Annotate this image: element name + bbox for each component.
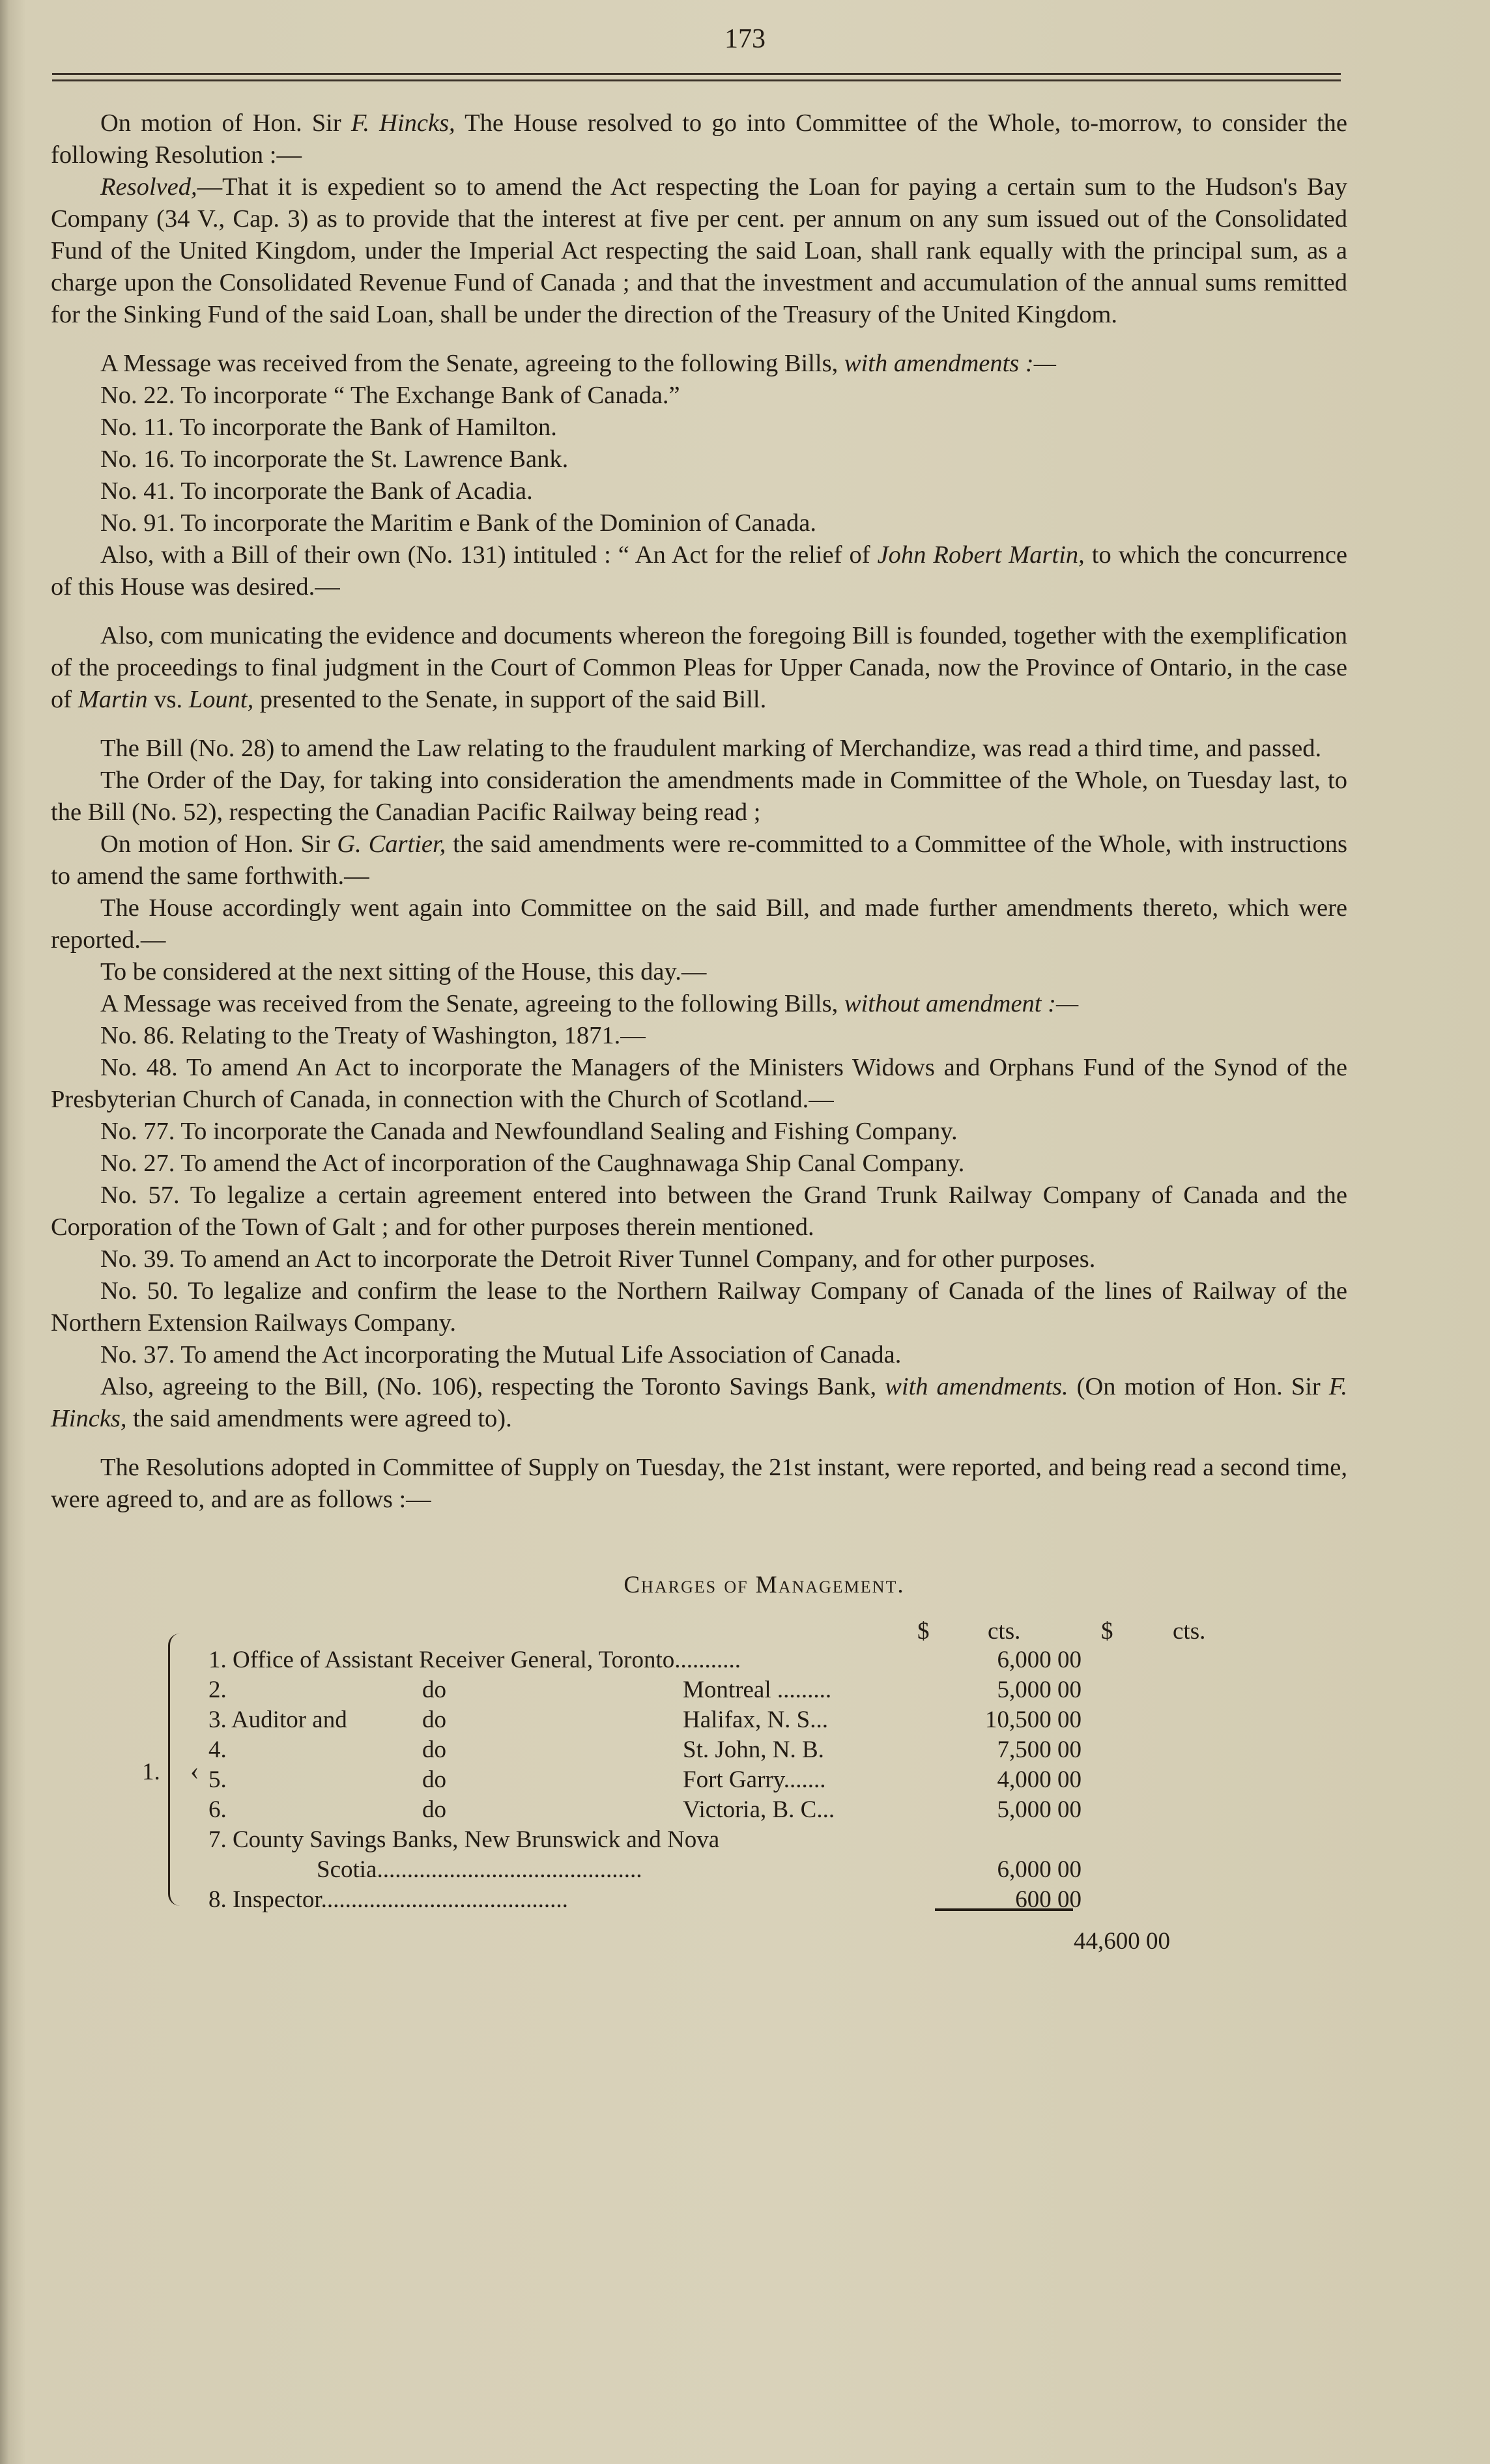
charge-row-amount: 5,000 00 — [997, 1677, 1082, 1703]
paragraph-text: A Message was received from the Senate, agreeing to the following Bills, — [100, 990, 844, 1017]
paragraph-text: (On motion of Hon. Sir — [1068, 1373, 1329, 1400]
paragraph-text: The Bill (No. 28) to amend the Law relating to the fraudulent marking of Merchandize, was read a third time, and passed. — [100, 735, 1322, 762]
paragraph-text: No. 16. To incorporate the St. Lawrence Bank. — [100, 446, 569, 473]
paragraph-p21 — [51, 1180, 1347, 1243]
paragraph-text: Resolved, — [100, 173, 197, 201]
charges-table — [51, 1601, 1347, 1955]
paragraph-p7 — [51, 475, 1347, 507]
paragraph-p22 — [51, 1243, 1347, 1275]
paragraph-list — [51, 107, 1347, 1516]
charge-row-amount: 5,000 00 — [997, 1796, 1082, 1823]
paragraph-p25 — [51, 1371, 1347, 1435]
paragraph-text: without amendment :— — [844, 990, 1079, 1017]
paragraph-text: The House accordingly went again into Committee on the said Bill, and made further amendments thereto, which were reported.— — [51, 894, 1347, 954]
charge-row-label: Scotia............................................ — [317, 1856, 642, 1883]
paragraph-p18 — [51, 1052, 1347, 1116]
dollar-header-1: $ — [917, 1618, 930, 1645]
paragraph-text: To be considered at the next sitting of the House, this day.— — [100, 958, 707, 985]
paragraph-text: On motion of Hon. Sir — [100, 830, 337, 858]
paragraph-text: No. 27. To amend the Act of incorporation of the Caughnawaga Ship Canal Company. — [100, 1150, 965, 1177]
charge-row-label: 7. County Savings Banks, New Brunswick and Nova — [208, 1826, 720, 1853]
paragraph-p1 — [51, 107, 1347, 171]
charge-row-amount: 4,000 00 — [997, 1766, 1082, 1793]
charge-row-label: 5. — [208, 1766, 227, 1793]
paragraph-text: No. 48. To amend An Act to incorporate the Managers of the Ministers Widows and Orphans Fund of the Synod of the Presbyterian Church of Canada, in connection with the Church of Scotland.— — [51, 1054, 1347, 1113]
paragraph-p19 — [51, 1116, 1347, 1148]
charge-row-label: 6. — [208, 1796, 227, 1823]
paragraph-text: Also, com municating the evidence and documents whereon the foregoing Bill is founded, together with the exemplification of the proceedings to final judgment in the Court of Common Pleas for Upper Canada, now the Province of Ontario, in the case of — [51, 622, 1347, 713]
paragraph-p23 — [51, 1275, 1347, 1339]
paragraph-p26 — [51, 1452, 1347, 1516]
paragraph-text: The Order of the Day, for taking into consideration the amendments made in Committee of the Whole, on Tuesday last, to the Bill (No. 52), respecting the Canadian Pacific Railway being read ; — [51, 767, 1347, 826]
charge-row-place: Halifax, N. S... — [683, 1706, 828, 1733]
paragraph-text: —That it is expedient so to amend the Act respecting the Loan for paying a certain sum to the Hudson's Bay Company (34 V., Cap. 3) as to provide that the interest at five per cent. per annum on any sum issued out of the Consolidated Fund of the United Kingdom, under the Imperial Act respecting the said Loan, shall rank equally with the principal sum, as a charge upon the Consolidated Revenue Fund of Canada ; and that the investment and accumulation of the annual sums remitted for the Sinking Fund of the said Loan, shall be under the direction of the Treasury of the United Kingdom. — [51, 173, 1347, 328]
charge-row-label: 4. — [208, 1736, 227, 1763]
charges-title: Charges of Management. — [623, 1572, 905, 1598]
paragraph-p10 — [51, 620, 1347, 716]
paragraph-text: No. 86. Relating to the Treaty of Washington, 1871.— — [100, 1022, 646, 1049]
paragraph-text: the said amendments were re-committed to a Committee of the Whole, with instructions to amend the same forthwith.— — [51, 830, 1347, 890]
header-rule-bottom — [52, 79, 1341, 81]
paragraph-text: The House resolved to go into Committee of the Whole, to-morrow, to consider the following Resolution :— — [51, 109, 1347, 169]
charge-row-do: do — [422, 1736, 446, 1763]
paragraph-text: the said amendments were agreed to). — [126, 1405, 512, 1432]
group-number: 1. — [142, 1759, 160, 1785]
paragraph-text: No. 11. To incorporate the Bank of Hamilton. — [100, 414, 557, 441]
paragraph-p6 — [51, 444, 1347, 475]
paragraph-text: No. 37. To amend the Act incorporating the Mutual Life Association of Canada. — [100, 1341, 902, 1368]
paragraph-p20 — [51, 1148, 1347, 1180]
paragraph-text: vs. — [147, 686, 189, 713]
paragraph-text: to which the concurrence of this House was desired.— — [51, 541, 1347, 601]
paragraph-p24 — [51, 1339, 1347, 1371]
charge-row-do: do — [422, 1796, 446, 1823]
paragraph-p13 — [51, 828, 1347, 892]
charge-row-place: St. John, N. B. — [683, 1736, 824, 1763]
charge-row-place: Fort Garry....... — [683, 1766, 826, 1793]
brace-tip: ‹ — [190, 1756, 199, 1785]
header-rule-top — [52, 73, 1341, 75]
charges-total: 44,600 00 — [1074, 1928, 1170, 1955]
paragraph-text: No. 57. To legalize a certain agreement entered into between the Grand Trunk Railway Company of Canada and the Corporation of the Town of Galt ; and for other purposes therein mentioned. — [51, 1182, 1347, 1241]
charge-row-do: do — [422, 1766, 446, 1793]
charge-row-amount: 10,500 00 — [985, 1706, 1082, 1733]
paragraph-p12 — [51, 765, 1347, 828]
paragraph-text: Also, agreeing to the Bill, (No. 106), respecting the Toronto Savings Bank, — [100, 1373, 885, 1400]
paragraph-p15 — [51, 956, 1347, 988]
paragraph-text: with amendments. — [885, 1373, 1068, 1400]
charge-row-amount: 6,000 00 — [997, 1647, 1082, 1673]
paragraph-text: No. 50. To legalize and confirm the lease to the Northern Railway Company of Canada of the lines of Railway of the Northern Extension Railways Company. — [51, 1277, 1347, 1337]
paragraph-text: No. 39. To amend an Act to incorporate the Detroit River Tunnel Company, and for other purposes. — [100, 1245, 1096, 1273]
paragraph-p2 — [51, 171, 1347, 331]
paragraph-text: No. 41. To incorporate the Bank of Acadia. — [100, 477, 533, 505]
charge-row-label: 8. Inspector......................................... — [208, 1886, 568, 1913]
dollar-header-2: $ — [1101, 1618, 1113, 1645]
charge-row-place: Montreal ......... — [683, 1677, 832, 1703]
charge-row-amount: 7,500 00 — [997, 1736, 1082, 1763]
charge-row-amount: 600 00 — [1015, 1886, 1082, 1913]
group-brace — [168, 1634, 187, 1906]
charge-row-do: do — [422, 1677, 446, 1703]
paragraph-text: John Robert Martin, — [877, 541, 1085, 569]
paragraph-text: with amendments :— — [844, 350, 1056, 377]
paragraph-text: Also, with a Bill of their own (No. 131) intituled : “ An Act for the relief of — [100, 541, 878, 569]
paragraph-text: presented to the Senate, in support of the said Bill. — [253, 686, 767, 713]
page-number: 173 — [724, 24, 766, 54]
charge-row-label: 3. Auditor and — [208, 1706, 347, 1733]
cts-header-1: cts. — [988, 1618, 1021, 1645]
paragraph-text: G. Cartier, — [337, 830, 446, 858]
paragraph-text: Lount, — [188, 686, 254, 713]
charge-row-label: 1. Office of Assistant Receiver General, Toronto........... — [208, 1647, 741, 1673]
paragraph-p3 — [51, 348, 1347, 380]
paragraph-text: F. Hincks, — [51, 1373, 1347, 1432]
paragraph-p16 — [51, 988, 1347, 1020]
paragraph-p14 — [51, 892, 1347, 956]
paragraph-text: A Message was received from the Senate, agreeing to the following Bills, — [100, 350, 844, 377]
paragraph-p9 — [51, 539, 1347, 603]
charge-row-amount: 6,000 00 — [997, 1856, 1082, 1883]
cts-header-2: cts. — [1173, 1618, 1206, 1645]
charge-row-do: do — [422, 1706, 446, 1733]
paragraph-text: On motion of Hon. Sir — [100, 109, 351, 137]
paragraph-text: F. Hincks, — [351, 109, 455, 137]
paragraph-text: No. 22. To incorporate “ The Exchange Bank of Canada.” — [100, 382, 680, 409]
journal-body — [51, 107, 1347, 1955]
paragraph-p17 — [51, 1020, 1347, 1052]
paragraph-p4 — [51, 380, 1347, 412]
paragraph-text: No. 77. To incorporate the Canada and Newfoundland Sealing and Fishing Company. — [100, 1118, 958, 1145]
paragraph-text: No. 91. To incorporate the Maritim e Bank of the Dominion of Canada. — [100, 509, 816, 537]
subtotal-rule — [935, 1908, 1073, 1911]
paragraph-p8 — [51, 507, 1347, 539]
paragraph-text: The Resolutions adopted in Committee of Supply on Tuesday, the 21st instant, were reported, and being read a second time, were agreed to, and are as follows :— — [51, 1454, 1347, 1513]
charge-row-label: 2. — [208, 1677, 227, 1703]
paragraph-text: Martin — [78, 686, 148, 713]
charge-row-place: Victoria, B. C... — [683, 1796, 835, 1823]
paragraph-p11 — [51, 733, 1347, 765]
paragraph-p5 — [51, 412, 1347, 444]
